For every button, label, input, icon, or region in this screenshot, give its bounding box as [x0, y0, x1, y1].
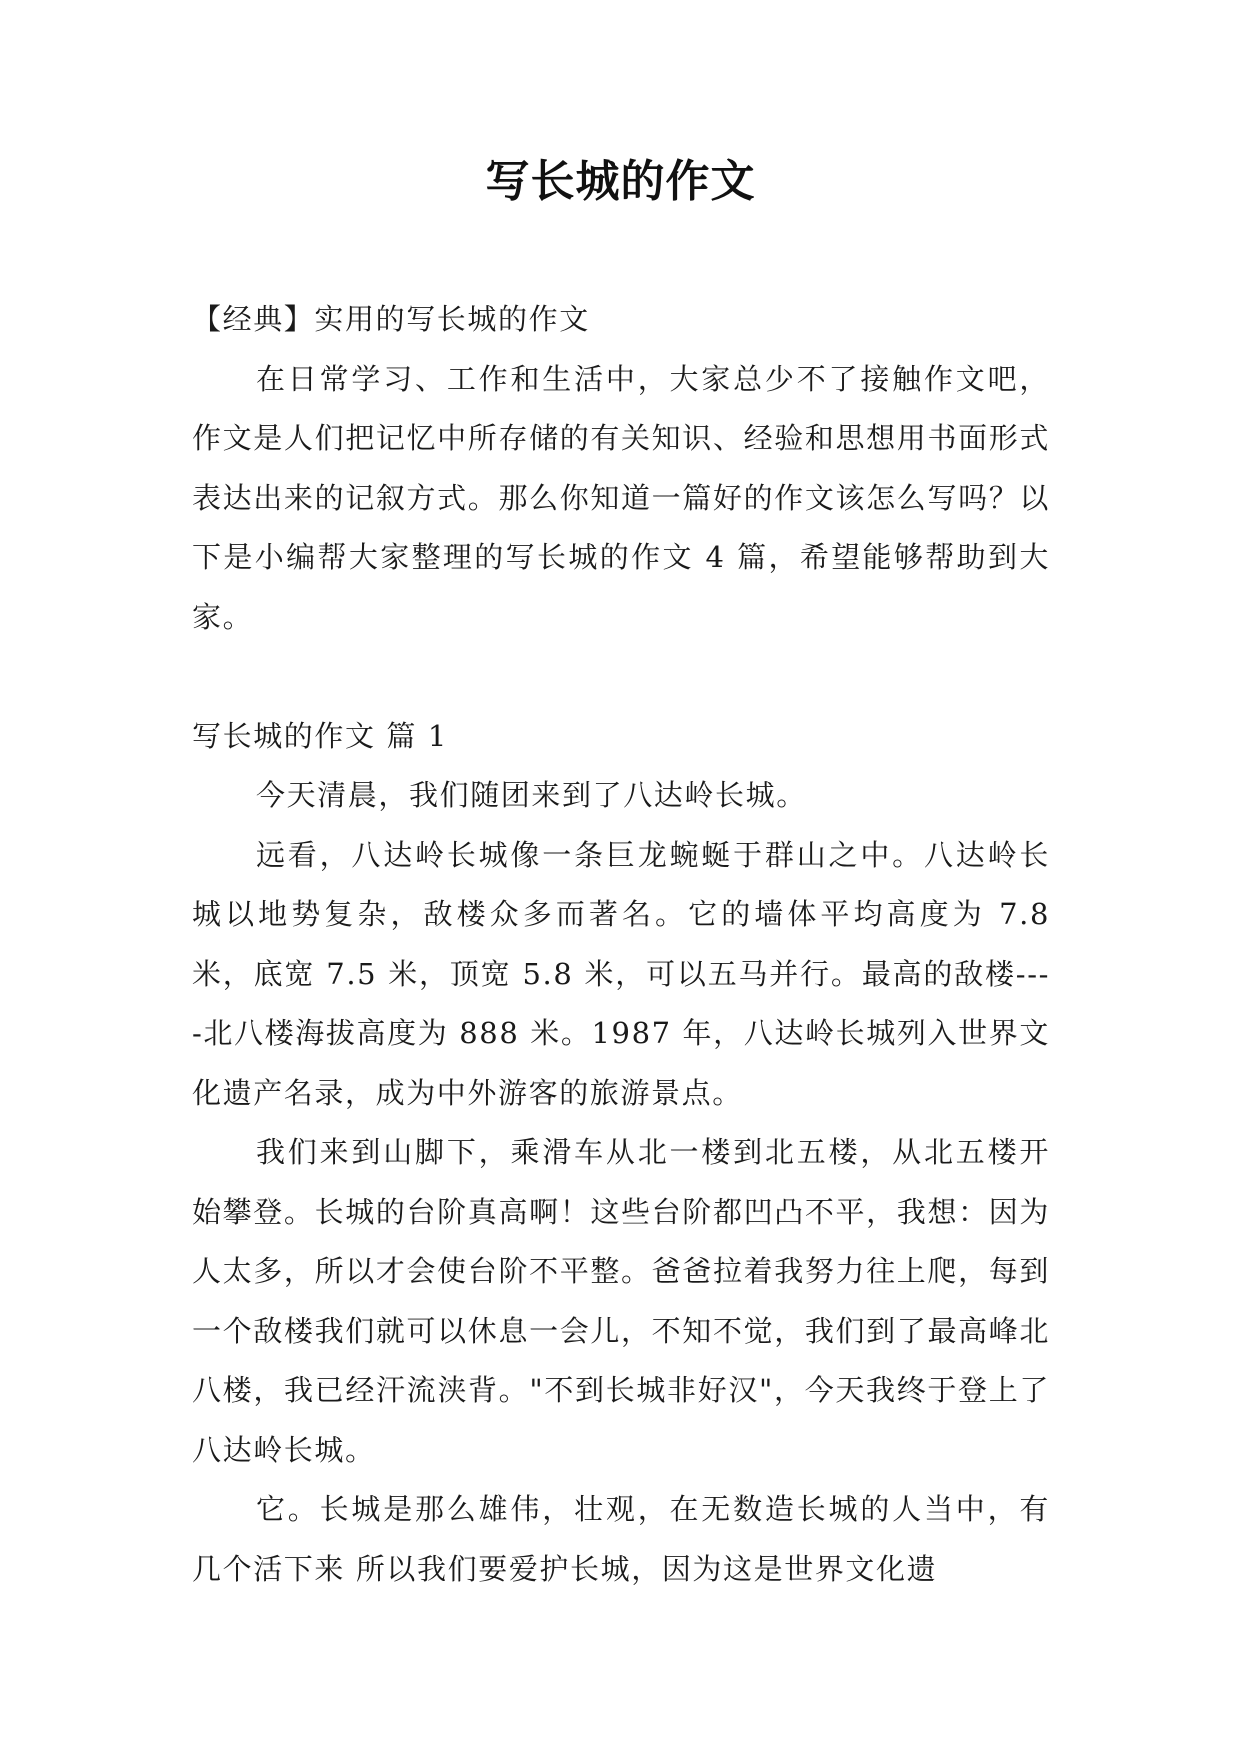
document-title: 写长城的作文 [485, 156, 756, 207]
section-spacer [192, 647, 1050, 707]
intro-paragraph: 在日常学习、工作和生活中，大家总少不了接触作文吧，作文是人们把记忆中所存储的有关知识、经验和思想用书面形式表达出来的记叙方式。那么你知道一篇好的作文该怎么写吗？以下是小编帮大家整理的写长城的作文 4 篇，希望能够帮助到大家。 [192, 361, 1050, 634]
body-paragraph: 远看，八达岭长城像一条巨龙蜿蜒于群山之中。八达岭长城以地势复杂，敌楼众多而著名。它的墙体平均高度为 7.8 米，底宽 7.5 米，顶宽 5.8 米，可以五马并行。最高的敌楼----北八楼海拔高度为 888 米。1987 年，八达岭长城列入世界文化遗产名录，成为中外游客的旅游景点。 [192, 837, 1050, 1110]
document-body [192, 290, 1050, 1599]
body-paragraph: 今天清晨，我们随团来到了八达岭长城。 [256, 778, 807, 812]
section-heading: 写长城的作文 篇 1 [192, 718, 448, 753]
article-subtitle: 【经典】实用的写长城的作文 [192, 302, 590, 336]
body-paragraph: 我们来到山脚下，乘滑车从北一楼到北五楼，从北五楼开始攀登。长城的台阶真高啊！这些台阶都凹凸不平，我想：因为人太多，所以才会使台阶不平整。爸爸拉着我努力往上爬，每到一个敌楼我们就可以休息一会儿，不知不觉，我们到了最高峰北八楼，我已经汗流浃背。"不到长城非好汉"，今天我终于登上了八达岭长城。 [192, 1135, 1050, 1467]
body-paragraph: 它。长城是那么雄伟，壮观，在无数造长城的人当中，有几个活下来 所以我们要爱护长城，因为这是世界文化遗 [192, 1492, 1050, 1586]
